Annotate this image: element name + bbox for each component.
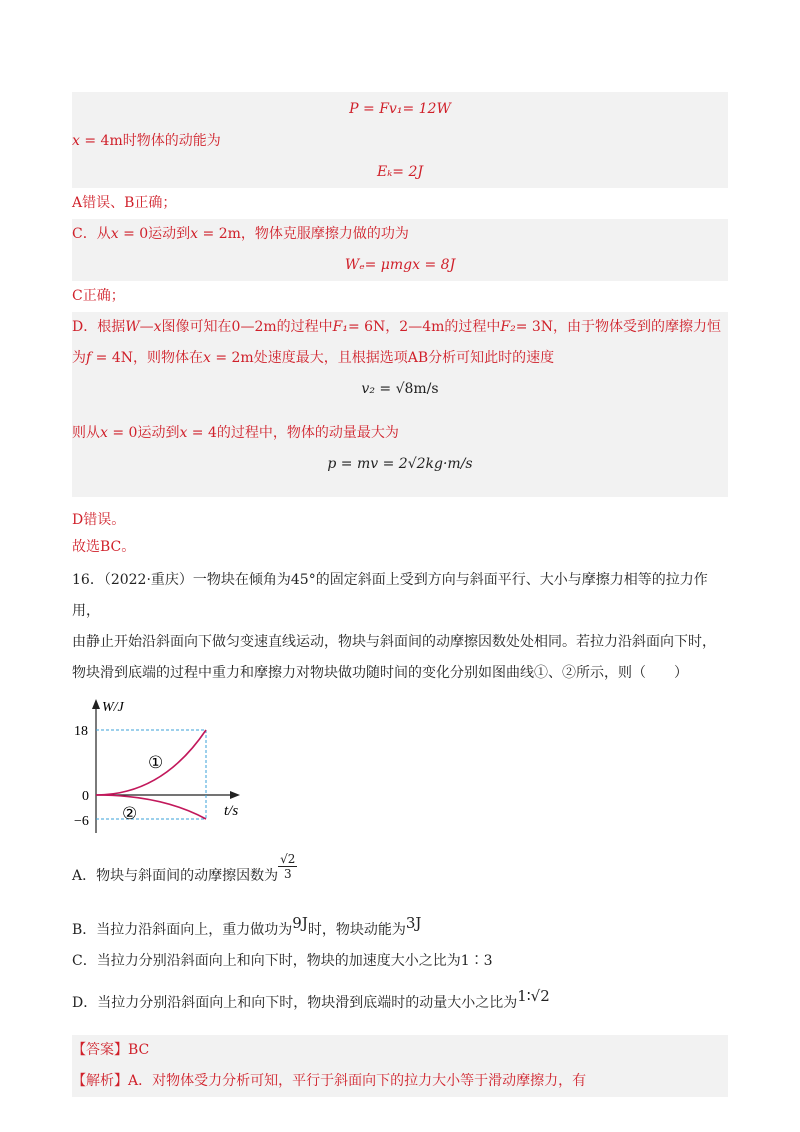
- equation-ek: Eₖ= 2J: [376, 164, 424, 180]
- text-ab-judgement: A错误、B正确；: [72, 195, 177, 211]
- text: = 2m处速度最大，且根据选项AB分析可知此时的速度: [210, 350, 555, 366]
- option-a: [72, 851, 728, 898]
- equation-wf: Wₑ= μmgx = 8J: [344, 257, 456, 273]
- text-d-line1: [72, 312, 728, 343]
- analysis-line: [72, 1066, 728, 1097]
- var-x: x: [100, 425, 108, 441]
- equation-momentum: p = mv = 2√2kg·m/s: [327, 456, 473, 472]
- tick-0: 0: [82, 789, 89, 804]
- var-x: x: [110, 226, 119, 242]
- option-text: A．物块与斜面间的动摩擦因数为: [72, 868, 279, 884]
- text: 图像可知在0—2m的过程中: [161, 319, 333, 335]
- text: = 2m，物体克服摩擦力做的功为: [198, 226, 409, 242]
- answer-value: BC: [128, 1042, 150, 1058]
- numerator: √2: [280, 851, 296, 866]
- analysis-label: 【解析】: [72, 1073, 128, 1089]
- var-x: x: [190, 226, 199, 242]
- y-axis-arrow: [92, 699, 100, 709]
- curve-1-label: ①: [148, 753, 164, 772]
- y-axis-label: W/J: [102, 700, 124, 715]
- var-f2: F₂: [500, 319, 516, 335]
- var-f: f: [86, 350, 92, 366]
- text: 为: [72, 350, 86, 366]
- question-line: 由静止开始沿斜面向下做匀变速直线运动，物块与斜面间的动摩擦因数处处相同。若拉力沿斜面向下时，: [72, 634, 716, 650]
- question-line: 物块滑到底端的过程中重力和摩擦力对物块做功随时间的变化分别如图曲线①、②所示，则（ ）: [72, 665, 688, 681]
- text: 则从: [72, 425, 100, 441]
- var-wx: W—x: [125, 319, 162, 335]
- option-b: [72, 914, 728, 946]
- x-axis-arrow: [230, 791, 240, 799]
- solution-block: [72, 92, 728, 188]
- value: = √8m/s: [379, 381, 439, 397]
- tick-18: 18: [74, 724, 88, 739]
- question-line: 16．（2022·重庆）一物块在倾角为45°的固定斜面上受到方向与斜面平行、大小与摩擦力相等的拉力作用，: [72, 572, 708, 619]
- option-c: C．当拉力分别沿斜面向上和向下时，物块的加速度大小之比为1∶3: [72, 953, 493, 969]
- text-choose: 故选BC。: [72, 539, 136, 555]
- curve-2: [96, 795, 206, 819]
- text-kinetic-at-x4: [72, 126, 728, 157]
- analysis-text: A．对物体受力分析可知，平行于斜面向下的拉力大小等于滑动摩擦力，有: [128, 1073, 587, 1089]
- equation-power: P = Fv₁= 12W: [349, 101, 451, 117]
- text-c: [72, 219, 728, 250]
- answer-line: [72, 1035, 728, 1066]
- answer-block: [72, 1035, 728, 1097]
- text-d-line3: [72, 418, 728, 449]
- value: 9J: [292, 914, 308, 932]
- text: = 4N，则物体在: [91, 350, 203, 366]
- text: = 0运动到: [118, 226, 191, 242]
- tick-m6: −6: [74, 814, 89, 829]
- solution-d-block: [72, 312, 728, 497]
- option-text: D．当拉力分别沿斜面向上和向下时，物块滑到底端时的动量大小之比为: [72, 995, 518, 1011]
- value: 3J: [405, 914, 422, 932]
- var-x: x: [72, 133, 80, 149]
- solution-c-block: [72, 219, 728, 281]
- text: D．根据: [72, 319, 126, 335]
- text: = 6N，2—4m的过程中: [347, 319, 501, 335]
- text: = 4m时物体的动能为: [79, 133, 221, 149]
- var-f1: F₁: [332, 319, 348, 335]
- text: = 4的过程中，物体的动量最大为: [187, 425, 399, 441]
- curve-2-label: ②: [122, 804, 138, 823]
- var-v2: v₂: [361, 381, 375, 397]
- answer-label: 【答案】: [72, 1042, 128, 1058]
- option-d: [72, 987, 728, 1019]
- text: = 0运动到: [107, 425, 180, 441]
- document-page: [72, 92, 728, 1097]
- option-text: B．当拉力沿斜面向上，重力做功为: [72, 922, 293, 938]
- text: C．从: [72, 226, 111, 242]
- value: 1∶√2: [517, 987, 550, 1005]
- denominator: 3: [283, 866, 292, 881]
- fraction: [278, 852, 297, 881]
- text-d-wrong: D错误。: [72, 512, 126, 528]
- text-c-correct: C正确；: [72, 288, 125, 304]
- question-16: [72, 565, 728, 689]
- equation-v2: [72, 374, 728, 404]
- var-x: x: [202, 350, 211, 366]
- text-d-line2: [72, 343, 728, 374]
- work-time-graph: [72, 695, 252, 840]
- var-x: x: [179, 425, 188, 441]
- text: = 3N，由于物体受到的摩擦力恒: [515, 319, 722, 335]
- option-text: 时，物块动能为: [307, 922, 406, 938]
- x-axis-label: t/s: [224, 803, 239, 819]
